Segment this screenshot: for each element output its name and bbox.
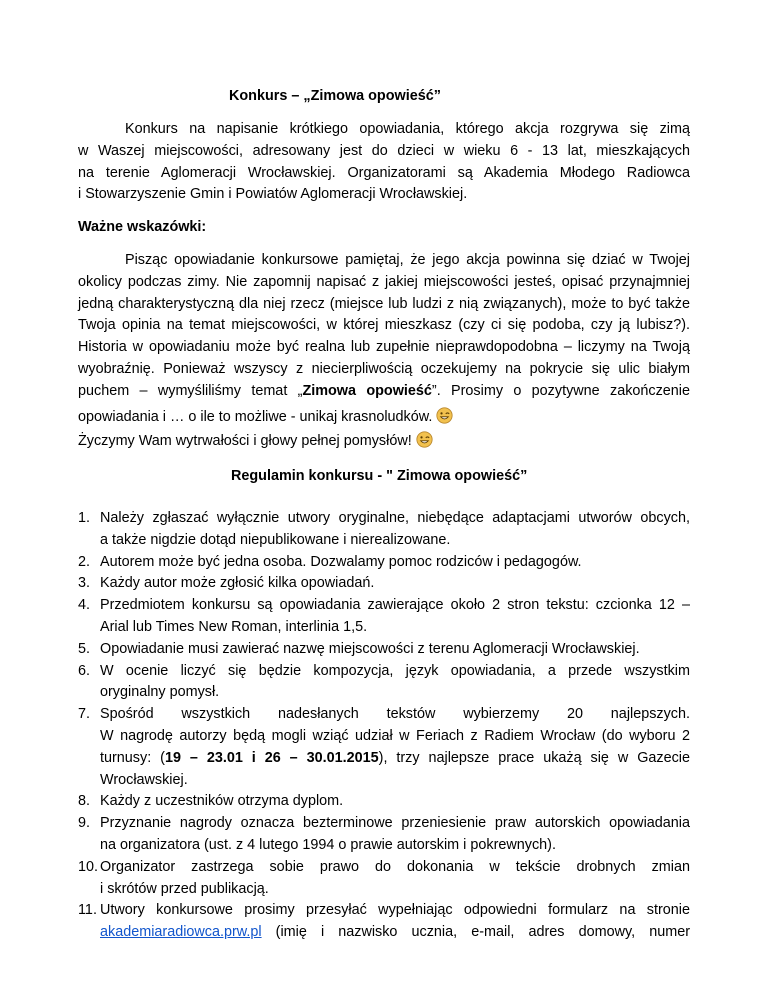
list-item: 5. Opowiadanie musi zawierać nazwę miejscowości z terenu Aglomeracji Wrocławskiej. bbox=[78, 640, 640, 657]
tips-line: wyobraźnię. Ponieważ wszyscy z niecierpliwością oczekujemy na pokrycie się ulic białym bbox=[78, 360, 690, 377]
tips-line: Pisząc opowiadanie konkursowe pamiętaj, że jego akcja powinna się dziać w Twojej bbox=[125, 252, 690, 268]
list-item: 9. Przyznanie nagrody oznacza bezterminowe przeniesienie praw autorskich opowiadania na organizatora (ust. z 4 lutego 1994 o prawie autorskim i pokrewnych). bbox=[78, 815, 690, 853]
list-item: 7. Spośród wszystkich nadesłanych tekstów wybierzemy 20 najlepszych. W nagrodę autorzy będą mogli wziąć udział w Feriach z Radiem Wrocław (do wyboru 2 turnusy: (19 – 23.01 i 26 – 30.01.2015), trzy najlepsze prace ukażą się w Gazecie Wrocławskiej. bbox=[78, 706, 691, 788]
intro-line: Konkurs na napisanie krótkiego opowiadania, którego akcja rozgrywa się zimą bbox=[125, 121, 690, 137]
list-item: 10. Organizator zastrzega sobie prawo do dokonania w tekście drobnych zmian i skrótów przed publikacją. bbox=[78, 858, 690, 897]
list-item: 6. W ocenie liczyć się będzie kompozycja, język opowiadania, a przede wszystkim oryginalny pomysł. bbox=[78, 662, 690, 701]
rules-title: Regulamin konkursu - " Zimowa opowieść” bbox=[231, 468, 528, 484]
holiday-dates: 19 – 23.01 i 26 – 30.01.2015 bbox=[164, 749, 379, 766]
tips-line: jedną charakterystyczną dla niej rzecz (miejsce lub ludzi z nią związanych), może to być także bbox=[78, 295, 690, 312]
list-item: 8. Każdy z uczestników otrzyma dyplom. bbox=[78, 793, 344, 810]
list-item: 4. Przedmiotem konkursu są opowiadania zawierające około 2 stron tekstu: czcionka 12 – Arial lub Times New Roman, interlinia 1,5. bbox=[78, 597, 690, 635]
tips-line: okolicy podczas zimy. Nie zapomnij napisać z jakiej miejscowości jesteś, opisać przynajmniej bbox=[78, 273, 690, 290]
tips-line: puchem – wymyśliliśmy temat „Zimowa opowieść”. Prosimy o pozytywne zakończenie bbox=[78, 382, 690, 399]
page-title: Konkurs – „Zimowa opowieść” bbox=[229, 88, 441, 104]
winking-smiley-icon bbox=[416, 431, 433, 456]
theme-name: Zimowa opowieść bbox=[302, 382, 432, 399]
tips-paragraph bbox=[78, 250, 690, 431]
winking-smiley-icon bbox=[436, 407, 453, 432]
tips-heading: Ważne wskazówki: bbox=[78, 219, 207, 235]
intro-line: w Waszej miejscowości, adresowany jest do dzieci w wieku 6 - 13 lat, mieszkających bbox=[78, 142, 690, 159]
rules-list bbox=[78, 508, 690, 944]
wish-line: Życzymy Wam wytrwałości i głowy pełnej pomysłów! bbox=[78, 431, 690, 456]
intro-paragraph bbox=[78, 119, 690, 206]
list-item: 11. Utwory konkursowe prosimy przesyłać wypełniając odpowiedni formularz na stronie akademiaradiowca.prw.pl (imię i nazwisko ucznia, e-mail, adres domowy, numer bbox=[78, 902, 690, 941]
tips-line: Twoja opinia na temat miejscowości, w której mieszkasz (czy ci się podoba, czy ją lubisz?). bbox=[78, 317, 690, 334]
list-item: 1. Należy zgłaszać wyłącznie utwory oryginalne, niebędące adaptacjami utworów obcych, a także nigdzie dotąd niepublikowane i nierealizowane. bbox=[78, 510, 690, 548]
list-item: 2. Autorem może być jedna osoba. Dozwalamy pomoc rodziców i pedagogów. bbox=[78, 553, 582, 570]
intro-line: na terenie Aglomeracji Wrocławskiej. Organizatorami są Akademia Młodego Radiowca bbox=[78, 164, 690, 181]
tips-line: opowiadania i … o ile to możliwe - unikaj krasnoludków. bbox=[78, 407, 690, 432]
website-link[interactable]: akademiaradiowca.prw.pl bbox=[100, 924, 262, 941]
list-item: 3. Każdy autor może zgłosić kilka opowiadań. bbox=[78, 575, 375, 592]
tips-line: Historia w opowiadaniu może być realna lub zupełnie nieprawdopodobna – liczymy na Twoją bbox=[78, 339, 690, 356]
intro-line: i Stowarzyszenie Gmin i Powiatów Aglomeracji Wrocławskiej. bbox=[78, 186, 468, 203]
